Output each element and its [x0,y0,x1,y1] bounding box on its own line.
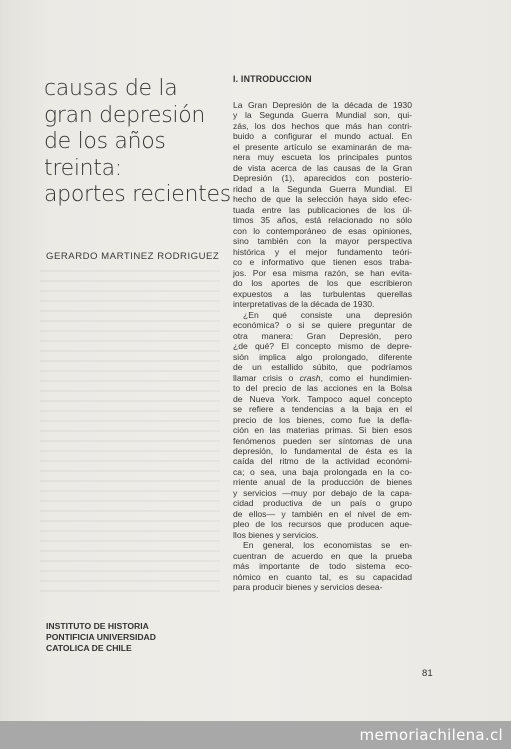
author-name: GERARDO MARTINEZ RODRIGUEZ [46,251,220,262]
title-line: gran depresión [44,102,206,128]
body-line: y servicios —muy por debajo de la capa- [233,487,412,498]
body-line: hecho de que la selección haya sido efec- [233,194,412,205]
body-line: de vista acerca de las causas de la Gran [233,162,412,173]
title-line: causas de la [44,76,178,101]
body-line: ridad a la Segunda Guerra Mundial. El [233,183,412,194]
body-line: precio de los bienes, como fue la defla- [233,414,412,425]
body-line: y la Segunda Guerra Mundial son, qui- [233,110,412,121]
body-line: llos bienes y servicios. [233,529,319,540]
emphasis: crash [299,372,321,383]
body-line: para producir bienes y servicios desea- [233,582,383,593]
body-line: sión implica algo prolongado, diferente [233,351,412,362]
section-heading: I. INTRODUCCION [233,74,312,84]
body-line: ¿En qué consiste una depresión [243,309,412,320]
body-line: zás, los dos hechos que más han contri- [233,120,412,131]
body-line: histórica y el mejor fundamento teóri- [233,246,412,257]
body-line: ción en las materias primas. Si bien esos [233,425,412,436]
body-line: co e informativo que tienen esos traba- [233,257,412,268]
body-line: do los aportes de los que escribieron [233,278,412,289]
affiliation-line: PONTIFICIA UNIVERSIDAD [46,631,156,642]
affiliation-line: INSTITUTO DE HISTORIA [46,621,149,631]
body-line: con lo contemporáneo de esas opiniones, [233,225,412,236]
body-line: más importante de todo sistema eco- [233,561,412,572]
body-line: buido a configurar el mundo actual. En [233,131,412,142]
body-line: rriente anual de la producción de bienes [233,477,412,488]
body-line: cidad productiva de un país o grupo [233,498,412,509]
body-line: timos 35 años, está relacionado no sólo [233,215,412,226]
body-line: sino también con la mayor perspectiva [233,236,412,247]
body-line: el presente artículo se examinarán de ma- [233,141,412,152]
body-line: caída del ritmo de la actividad económi- [233,456,412,467]
article-title [44,76,234,209]
title-line: de los años [44,129,166,154]
body-line: de ellos— y también en el nivel de em- [233,508,412,519]
watermark-text: memoriachilena.cl [359,726,503,744]
title-line: treinta: [44,155,122,181]
body-line: llamar crisis o crash, como el hundimien- [233,372,412,383]
body-line: La Gran Depresión de la década de 1930 [233,100,412,110]
body-line: se refiere a tendencias a la baja en el [233,404,412,415]
body-line: otra manera: Gran Depresión, pero [233,330,412,341]
body-line: expuestos a las turbulentas querellas [233,288,412,299]
body-line: tuada entre las publicaciones de los úl- [233,204,412,215]
body-line: En general, los economistas se en- [243,540,412,551]
body-line: económica? o si se quiere preguntar de [233,320,412,331]
body-line: ca; o sea, una baja prolongada en la co- [233,466,412,477]
body-line: pleo de los recursos que producen aque- [233,519,412,530]
body-line: interpretativas de la década de 1930. [233,299,375,310]
body-line: jos. Por esa misma razón, se han evita- [233,267,412,278]
body-line: de un estallido súbito, que podríamos [233,362,412,373]
body-line: to del precio de las acciones en la Bolsa [233,383,412,394]
body-line: ¿de qué? El concepto mismo de depre- [233,341,412,352]
page-number: 81 [422,668,433,679]
body-line: nera muy escueta los principales puntos [233,152,412,163]
body-line: fenómenos pueden ser síntomas de una [233,435,412,446]
body-line: Depresión (1), aparecidos con posterio- [233,173,412,184]
author-affiliation [46,621,156,653]
affiliation-line: CATOLICA DE CHILE [46,642,132,653]
body-line: depresión, lo fundamental de ésta es la [233,445,412,456]
body-line: cuentran de acuerdo en que la prueba [233,550,412,561]
body-line: de Nueva York. Tampoco aquel concepto [233,393,412,404]
article-body [233,100,412,593]
title-line: aportes recientes [44,182,231,207]
body-line: nómico en cuanto tal, es su capacidad [233,571,412,582]
show-through-text [40,270,220,600]
